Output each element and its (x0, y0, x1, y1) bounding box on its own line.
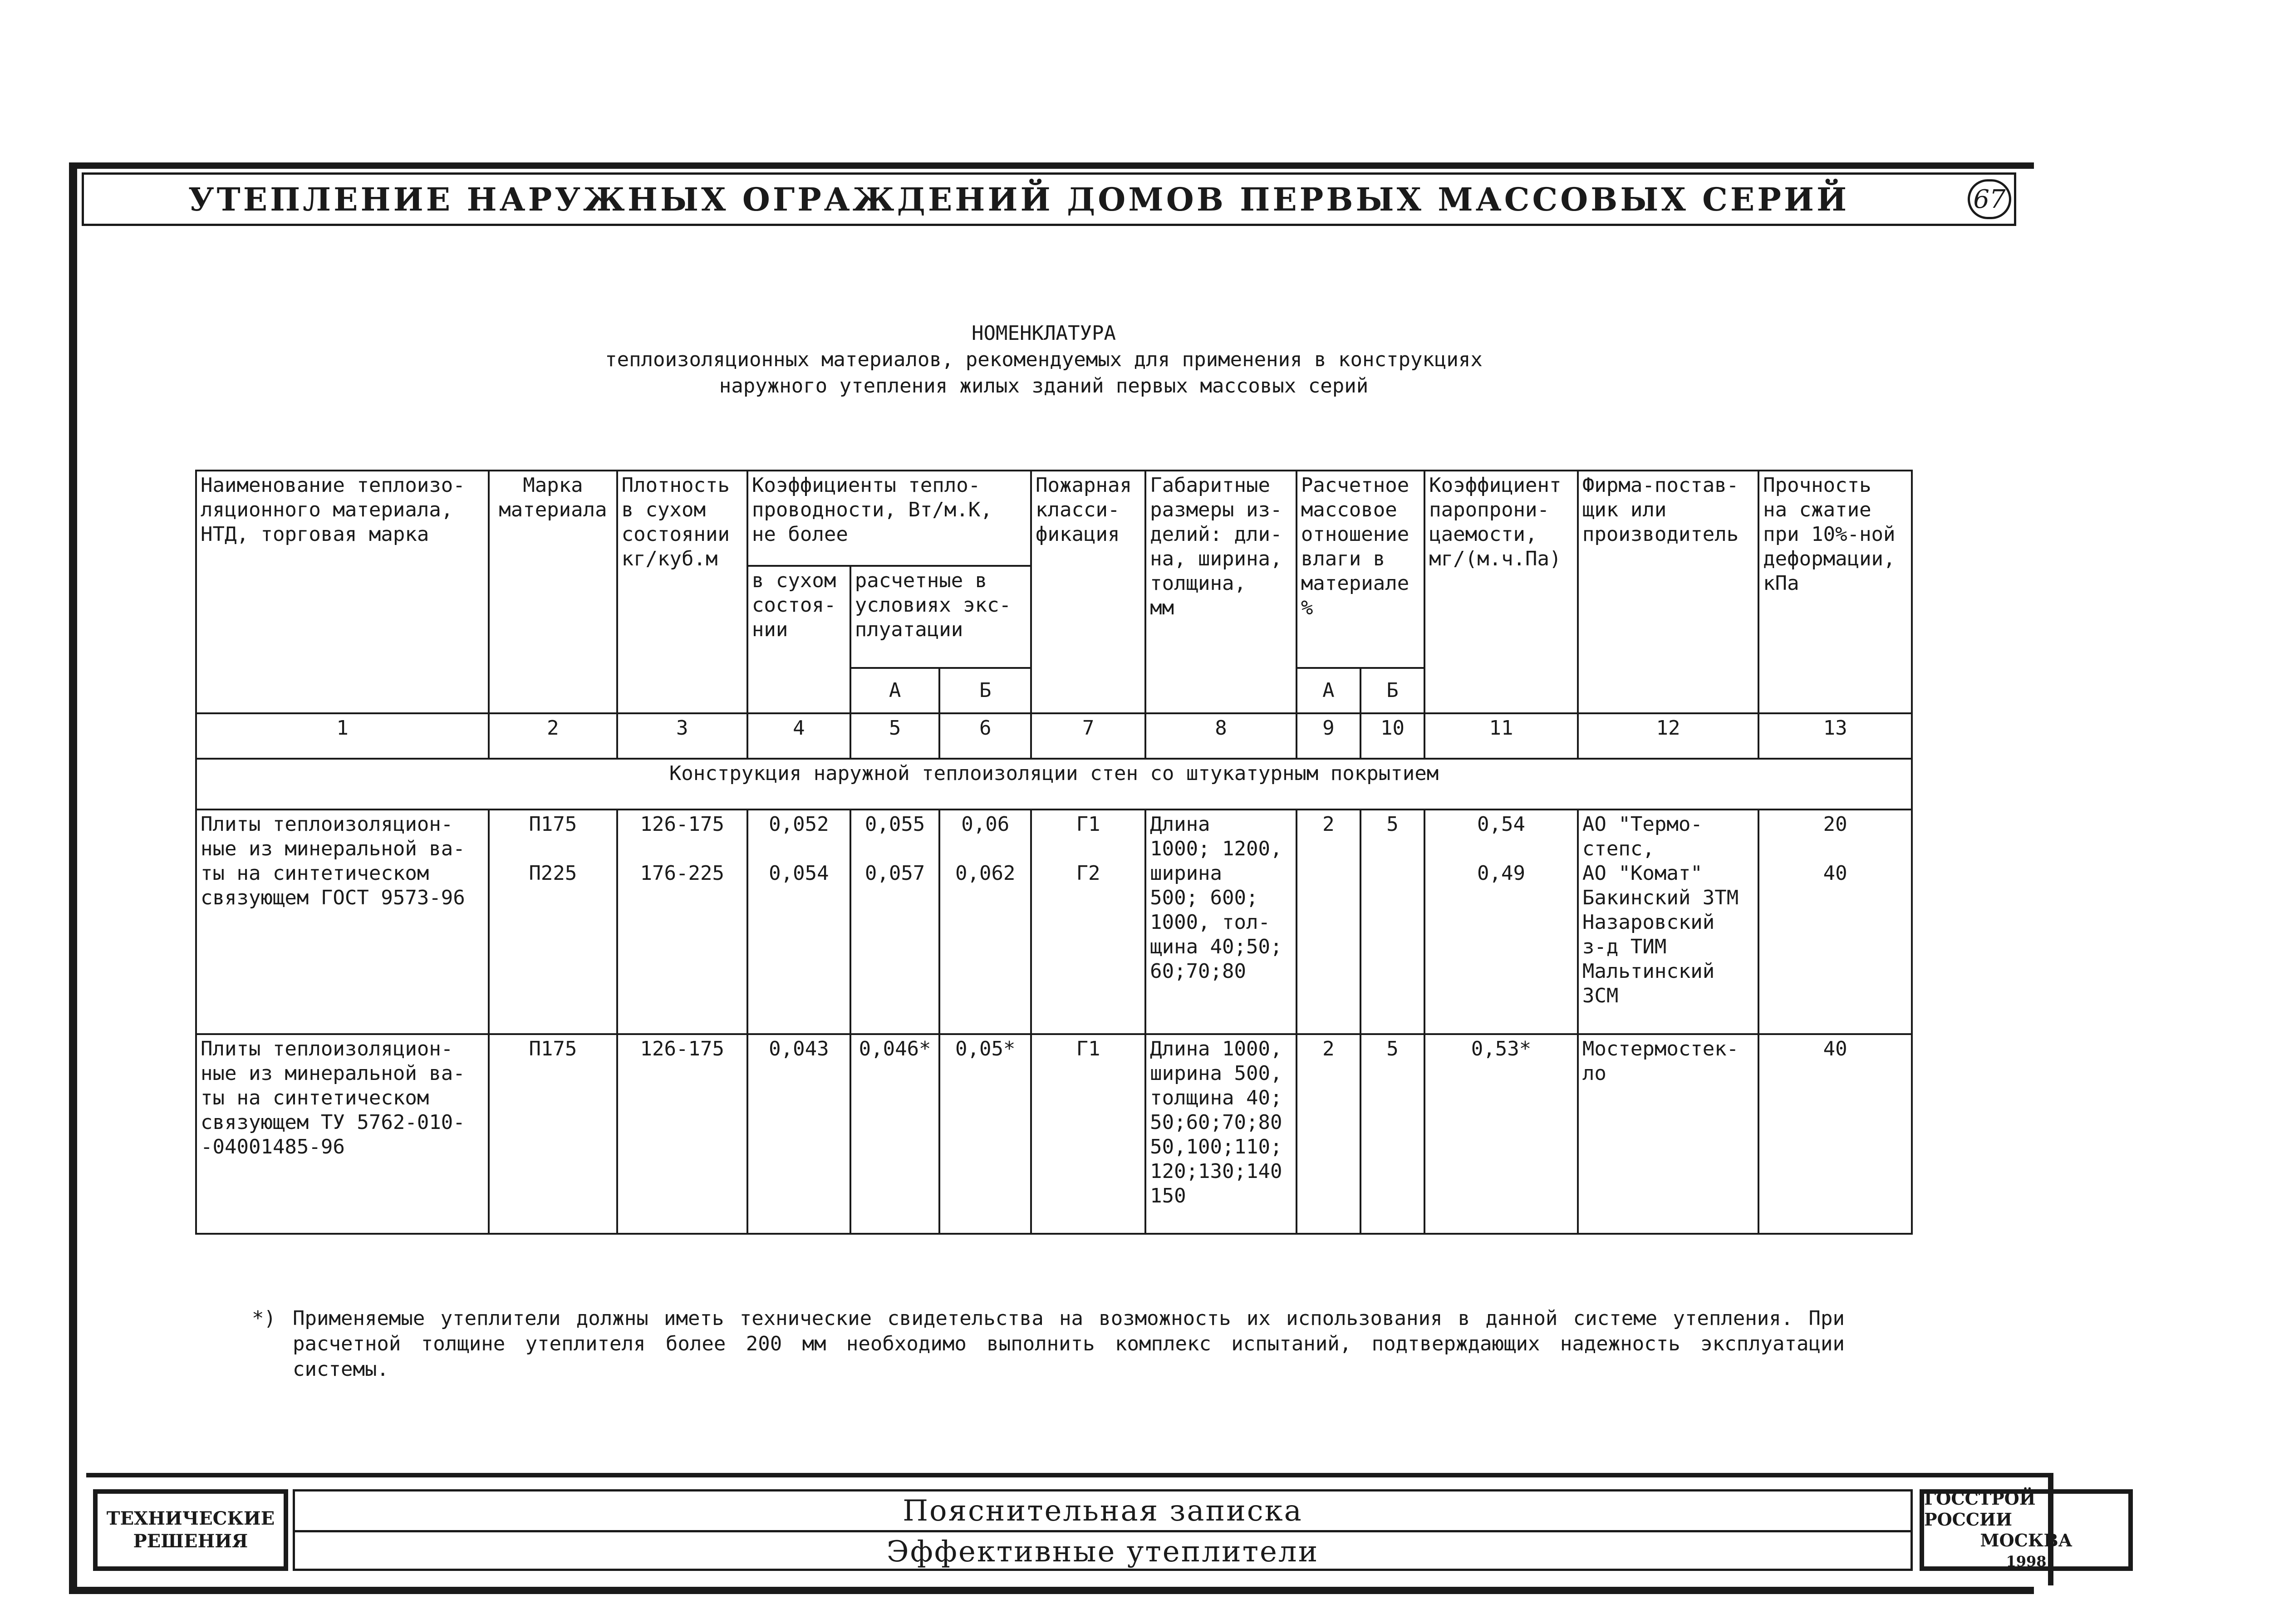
header-fire-class: Пожарная класси- фикация (1031, 471, 1145, 713)
cell-strength: 40 (1758, 1034, 1912, 1234)
cell-vapor-permeability: 0,53* (1424, 1034, 1578, 1234)
cell-moist-a: 2 (1297, 1034, 1360, 1234)
header-title: УТЕПЛЕНИЕ НАРУЖНЫХ ОГРАЖДЕНИЙ ДОМОВ ПЕРВЫХ МАССОВЫХ СЕРИЙ (188, 180, 1850, 218)
cell-k-dry: 0,052 0,054 (747, 810, 850, 1034)
column-number: 4 (747, 713, 850, 759)
header-brand: Марка материала (489, 471, 617, 713)
column-number: 11 (1424, 713, 1578, 759)
cell-moist-b: 5 (1360, 1034, 1424, 1234)
stamp-left-line1: ТЕХНИЧЕСКИЕ (106, 1508, 275, 1529)
document-subtitle-line2: наружного утепления жилых зданий первых массовых серий (719, 374, 1369, 397)
stamp-right-line3: 1998 (2006, 1553, 2047, 1570)
stamp-organization (1920, 1489, 2133, 1571)
cell-fire-class: Г1 Г2 (1031, 810, 1145, 1034)
document-title: НОМЕНКЛАТУРА (972, 322, 1116, 345)
section-title: Конструкция наружной теплоизоляции стен со штукатурным покрытием (196, 759, 1912, 810)
materials-table (195, 470, 1913, 1235)
column-number: 13 (1758, 713, 1912, 759)
header-vapor-permeability: Коэффициент паропрони- цаемости, мг/(м.ч.Па) (1424, 471, 1578, 713)
cell-k-dry: 0,043 (747, 1034, 850, 1234)
header-strength: Прочность на сжатие при 10%-ной деформации, кПа (1758, 471, 1912, 713)
cell-fire-class: Г1 (1031, 1034, 1145, 1234)
table-row (196, 1034, 1912, 1234)
header-k-b: Б (939, 668, 1031, 713)
header-thermal-conductivity: Коэффициенты тепло- проводности, Вт/м.К, не более (747, 471, 1031, 566)
stamp-left-line2: РЕШЕНИЯ (133, 1531, 248, 1552)
cell-material-name: Плиты теплоизоляцион- ные из минеральной ва- ты на синтетическом связующем ГОСТ 9573-96 (196, 810, 489, 1034)
cell-k-b: 0,06 0,062 (939, 810, 1031, 1034)
header-dimensions: Габаритные размеры из- делий: дли- на, ширина, толщина, мм (1145, 471, 1297, 713)
header-bar (82, 172, 2016, 226)
column-number: 3 (617, 713, 747, 759)
stamp-technical-solutions (93, 1489, 288, 1571)
cell-moist-a: 2 (1297, 810, 1360, 1034)
column-number: 10 (1360, 713, 1424, 759)
document-subtitle-line1: теплоизоляционных материалов, рекомендуемых для применения в конструкциях (605, 348, 1483, 371)
column-number: 12 (1578, 713, 1758, 759)
stamp-title (293, 1489, 1913, 1571)
stamp-right-line2: МОСКВА (1980, 1530, 2073, 1550)
footnote (252, 1306, 1845, 1382)
cell-k-a: 0,046* (850, 1034, 940, 1234)
footnote-marker: *) (252, 1307, 276, 1330)
header-k-dry: в сухом состоя- нии (747, 566, 850, 713)
cell-material-name: Плиты теплоизоляцион- ные из минеральной ва- ты на синтетическом связующем ТУ 5762-010- -04001485-96 (196, 1034, 489, 1234)
cell-strength: 20 40 (1758, 810, 1912, 1034)
cell-brand: П175 (489, 1034, 617, 1234)
page-number: 67 (1968, 179, 2011, 219)
document-title-block (408, 320, 1679, 399)
header-supplier: Фирма-постав- щик или производитель (1578, 471, 1758, 713)
table-header-row-1 (196, 471, 1912, 566)
cell-vapor-permeability: 0,54 0,49 (1424, 810, 1578, 1034)
cell-dimensions: Длина 1000, ширина 500, толщина 40; 50;60;70;80 50,100;110; 120;130;140 150 (1145, 1034, 1297, 1234)
stamp-title-bottom: Эффективные утеплители (295, 1530, 1910, 1571)
stamp-title-top: Пояснительная записка (903, 1494, 1303, 1528)
column-number: 1 (196, 713, 489, 759)
column-number-row (196, 713, 1912, 759)
header-k-operating: расчетные в условиях экс- плуатации (850, 566, 1031, 668)
cell-supplier: Мостермостек- ло (1578, 1034, 1758, 1234)
column-number: 9 (1297, 713, 1360, 759)
cell-k-b: 0,05* (939, 1034, 1031, 1234)
cell-density: 126-175 176-225 (617, 810, 747, 1034)
header-moisture: Расчетное массовое отношение влаги в материале % (1297, 471, 1424, 668)
column-number: 5 (850, 713, 940, 759)
section-row (196, 759, 1912, 810)
column-number: 8 (1145, 713, 1297, 759)
cell-brand: П175 П225 (489, 810, 617, 1034)
cell-density: 126-175 (617, 1034, 747, 1234)
table-row (196, 810, 1912, 1034)
header-moist-a: А (1297, 668, 1360, 713)
header-material-name: Наименование теплоизо- ляционного материала, НТД, торговая марка (196, 471, 489, 713)
header-k-a: А (850, 668, 940, 713)
footnote-text: Применяемые утеплители должны иметь технические свидетельства на возможность их использования в данной системе утепления. При расчетной толщине утеплителя более 200 мм необходимо выполнить комплекс испытаний, подтверждающих надежность эксплуатации системы. (293, 1307, 1845, 1381)
column-number: 6 (939, 713, 1031, 759)
column-number: 2 (489, 713, 617, 759)
header-density: Плотность в сухом состоянии кг/куб.м (617, 471, 747, 713)
header-moist-b: Б (1360, 668, 1424, 713)
cell-moist-b: 5 (1360, 810, 1424, 1034)
title-block (86, 1473, 2073, 1587)
column-number: 7 (1031, 713, 1145, 759)
cell-k-a: 0,055 0,057 (850, 810, 940, 1034)
stamp-right-line1: ГОССТРОЙ РОССИИ (1924, 1488, 2036, 1530)
cell-dimensions: Длина 1000; 1200, ширина 500; 600; 1000, тол- щина 40;50; 60;70;80 (1145, 810, 1297, 1034)
cell-supplier: АО "Термо- степс, АО "Комат" Бакинский ЗТМ Назаровский з-д ТИМ Мальтинский ЗСМ (1578, 810, 1758, 1034)
